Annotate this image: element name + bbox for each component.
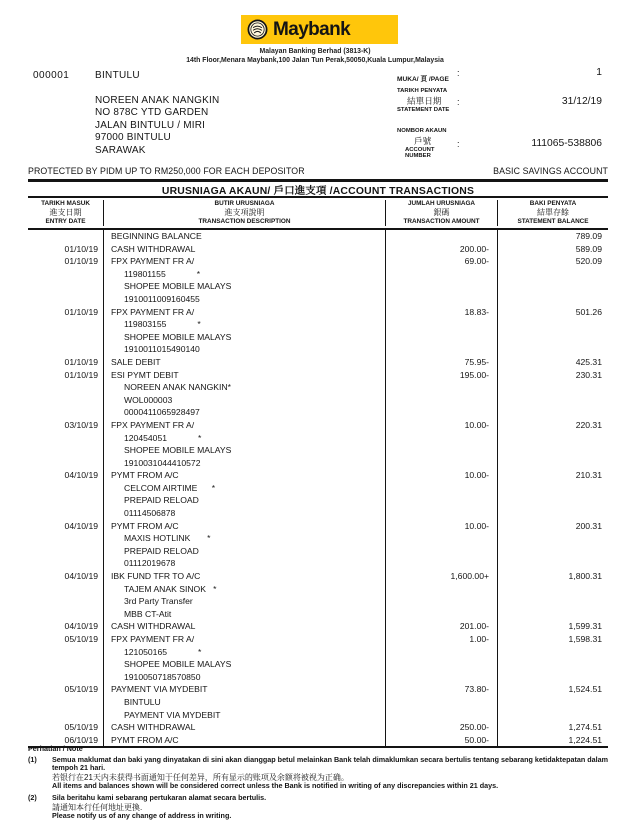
statement-date-label-my: TARIKH PENYATA <box>397 88 448 94</box>
cell-entry-date <box>28 230 104 243</box>
column-header-entry-date <box>28 200 104 226</box>
cell-balance <box>498 658 608 671</box>
table-row <box>28 494 608 507</box>
cell-description: MBB CT-Atit <box>104 608 386 621</box>
note-2 <box>28 794 616 820</box>
cell-balance <box>498 343 608 356</box>
cell-balance <box>498 671 608 684</box>
table-row <box>28 671 608 684</box>
cell-balance: 501.26 <box>575 306 602 317</box>
cell-balance <box>498 331 608 344</box>
table-row <box>28 620 608 633</box>
cell-entry-date: 04/10/19 <box>28 469 104 482</box>
cell-balance <box>498 482 608 495</box>
cell-entry-date <box>28 432 104 445</box>
cell-description: BEGINNING BALANCE <box>104 230 386 243</box>
cell-entry-date <box>28 331 104 344</box>
customer-address <box>95 95 219 157</box>
cell-amount: 10.00- <box>386 419 498 432</box>
cell-entry-date: 06/10/19 <box>28 734 104 747</box>
cell-entry-date: 04/10/19 <box>28 570 104 583</box>
note-line: Please notify us of any change of address in writing. <box>52 810 232 820</box>
cell-description: SHOPEE MOBILE MALAYS <box>104 331 386 344</box>
cell-amount: 18.83- <box>386 306 498 319</box>
logo-wordmark: Maybank <box>273 18 351 40</box>
cell-balance <box>498 507 608 520</box>
cell-description: FPX PAYMENT FR A/ <box>104 419 386 432</box>
cell-description: 3rd Party Transfer <box>104 595 386 608</box>
table-row <box>28 646 608 659</box>
colon: : <box>457 139 460 149</box>
cell-amount <box>386 394 498 407</box>
page-label: MUKA/ 頁 /PAGE <box>397 76 449 83</box>
table-row <box>28 280 608 293</box>
cell-entry-date: 04/10/19 <box>28 520 104 533</box>
cell-entry-date <box>28 671 104 684</box>
page-number-group <box>397 68 608 88</box>
table-row <box>28 709 608 722</box>
cell-amount: 10.00- <box>386 520 498 533</box>
cell-entry-date: 01/10/19 <box>28 306 104 319</box>
cell-entry-date: 01/10/19 <box>28 356 104 369</box>
header-line-en: TRANSACTION AMOUNT <box>403 217 480 225</box>
cell-description: 1910031044410572 <box>104 457 386 470</box>
cell-balance <box>498 444 608 457</box>
statement-meta <box>397 68 608 172</box>
cell-description: ESI PYMT DEBIT <box>104 369 386 382</box>
cell-balance: 1,524.51 <box>568 684 602 695</box>
table-row <box>28 721 608 734</box>
cell-description: 0000411065928497 <box>104 406 386 419</box>
cell-amount <box>386 583 498 596</box>
cell-amount <box>386 457 498 470</box>
cell-balance: 1,224.51 <box>568 734 602 745</box>
cell-description: 121050165 * <box>104 646 386 659</box>
column-header-amount <box>386 200 498 226</box>
cell-balance: 589.09 <box>575 243 602 254</box>
cell-description: FPX PAYMENT FR A/ <box>104 306 386 319</box>
note-line-chinese: 請通知本行任何地址更換. <box>52 802 143 812</box>
cell-entry-date: 01/10/19 <box>28 369 104 382</box>
cell-amount <box>386 432 498 445</box>
cell-amount <box>386 507 498 520</box>
header-line-my: TARIKH MASUK <box>41 200 90 207</box>
table-row <box>28 419 608 432</box>
cell-entry-date <box>28 709 104 722</box>
cell-entry-date <box>28 482 104 495</box>
table-header <box>28 196 608 230</box>
cell-balance: 1,800.31 <box>568 571 602 582</box>
cell-balance <box>498 608 608 621</box>
cell-description: SHOPEE MOBILE MALAYS <box>104 658 386 671</box>
header-line-cn: 銀碼 <box>433 208 450 217</box>
cell-description: CASH WITHDRAWAL <box>104 243 386 256</box>
cell-amount: 69.00- <box>386 255 498 268</box>
cell-amount <box>386 444 498 457</box>
table-row <box>28 482 608 495</box>
note-1 <box>28 756 616 791</box>
cell-balance <box>498 532 608 545</box>
cell-balance: 789.09 <box>575 231 602 241</box>
cell-entry-date <box>28 658 104 671</box>
account-number-label-en2: NUMBER <box>405 153 431 159</box>
header-line-cn: 進支日期 <box>49 208 82 217</box>
cell-entry-date <box>28 583 104 596</box>
cell-amount: 250.00- <box>386 721 498 734</box>
bank-name: Malayan Banking Berhad (3813-K) <box>259 48 371 55</box>
cell-entry-date <box>28 507 104 520</box>
cell-description: 01112019678 <box>104 557 386 570</box>
cell-amount <box>386 595 498 608</box>
cell-description: PAYMENT VIA MYDEBIT <box>104 709 386 722</box>
cell-balance <box>498 394 608 407</box>
table-row <box>28 381 608 394</box>
pidm-banner <box>28 166 608 176</box>
header-line-my: BUTIR URUSNIAGA <box>214 200 275 207</box>
header-line-my: BAKI PENYATA <box>529 200 577 207</box>
cell-entry-date <box>28 381 104 394</box>
cell-amount: 1,600.00+ <box>386 570 498 583</box>
header-line-en: STATEMENT BALANCE <box>517 217 589 225</box>
cell-balance <box>498 646 608 659</box>
table-row <box>28 658 608 671</box>
cell-amount: 10.00- <box>386 469 498 482</box>
cell-entry-date: 03/10/19 <box>28 419 104 432</box>
maybank-logo <box>241 15 398 44</box>
cell-balance <box>498 268 608 281</box>
account-number-label-cn: 戶號 <box>414 135 432 146</box>
cell-amount <box>386 671 498 684</box>
table-row <box>28 696 608 709</box>
table-row <box>28 608 608 621</box>
cell-entry-date <box>28 280 104 293</box>
account-number-value: 111065-538806 <box>531 138 602 149</box>
cell-description: IBK FUND TFR TO A/C <box>104 570 386 583</box>
cell-balance: 220.31 <box>575 419 602 430</box>
table-row <box>28 583 608 596</box>
cell-balance <box>498 583 608 596</box>
table-row <box>28 369 608 382</box>
cell-amount <box>386 293 498 306</box>
cell-entry-date: 05/10/19 <box>28 721 104 734</box>
cell-entry-date <box>28 608 104 621</box>
cell-balance <box>498 406 608 419</box>
cell-entry-date <box>28 444 104 457</box>
cell-description: NOREEN ANAK NANGKIN* <box>104 381 386 394</box>
cell-entry-date <box>28 595 104 608</box>
branch-name: BINTULU <box>95 70 140 81</box>
cell-entry-date: 04/10/19 <box>28 620 104 633</box>
table-row <box>28 469 608 482</box>
colon: : <box>457 97 460 107</box>
column-header-balance <box>498 200 608 226</box>
table-row <box>28 520 608 533</box>
cell-description: SHOPEE MOBILE MALAYS <box>104 280 386 293</box>
table-row <box>28 633 608 646</box>
note-body <box>52 794 616 820</box>
cell-description: PREPAID RELOAD <box>104 494 386 507</box>
cell-description: FPX PAYMENT FR A/ <box>104 633 386 646</box>
table-row <box>28 570 608 583</box>
cell-entry-date <box>28 394 104 407</box>
cell-balance <box>498 557 608 570</box>
cell-amount <box>386 230 498 243</box>
cell-description: FPX PAYMENT FR A/ <box>104 255 386 268</box>
cell-description: BINTULU <box>104 696 386 709</box>
cell-balance: 200.31 <box>575 520 602 531</box>
address-line: NOREEN ANAK NANGKIN <box>95 95 220 106</box>
cell-balance <box>498 709 608 722</box>
table-row <box>28 683 608 696</box>
cell-description: 119803155 * <box>104 318 386 331</box>
cell-entry-date <box>28 318 104 331</box>
account-number-label-en1: ACCOUNT <box>405 146 435 153</box>
statement-sequence-number: 000001 <box>33 70 70 81</box>
cell-entry-date <box>28 696 104 709</box>
cell-amount <box>386 709 498 722</box>
cell-entry-date <box>28 532 104 545</box>
cell-balance <box>498 432 608 445</box>
table-row <box>28 406 608 419</box>
cell-amount <box>386 318 498 331</box>
cell-description: 1910011009160455 <box>104 293 386 306</box>
cell-balance: 1,598.31 <box>568 634 602 644</box>
note-line: All items and balances shown will be considered correct unless the Bank is notified in writing of any discrepancies within 21 days. <box>52 780 499 790</box>
cell-description: PREPAID RELOAD <box>104 545 386 558</box>
cell-description: CASH WITHDRAWAL <box>104 721 386 734</box>
cell-amount <box>386 608 498 621</box>
account-type: BASIC SAVINGS ACCOUNT <box>493 166 608 176</box>
cell-amount <box>386 381 498 394</box>
column-header-description <box>104 200 386 226</box>
cell-entry-date <box>28 557 104 570</box>
cell-amount <box>386 532 498 545</box>
cell-amount <box>386 658 498 671</box>
cell-balance <box>498 595 608 608</box>
header-line-cn: 進支項說明 <box>224 208 265 217</box>
note-number: (2) <box>28 792 37 802</box>
table-row <box>28 255 608 268</box>
cell-entry-date: 01/10/19 <box>28 243 104 256</box>
header-line-my: JUMLAH URUSNIAGA <box>407 200 476 207</box>
cell-balance: 1,274.51 <box>568 722 602 733</box>
table-row <box>28 343 608 356</box>
cell-description: PYMT FROM A/C <box>104 520 386 533</box>
cell-balance <box>498 545 608 558</box>
table-row <box>28 318 608 331</box>
table-row <box>28 444 608 457</box>
cell-amount: 1.00- <box>386 633 498 646</box>
table-row <box>28 394 608 407</box>
cell-amount <box>386 331 498 344</box>
table-row <box>28 507 608 520</box>
note-line: Sila beritahu kami sebarang pertukaran alamat secara bertulis. <box>52 792 267 802</box>
colon: : <box>457 68 460 78</box>
table-row <box>28 331 608 344</box>
address-line: JALAN BINTULU / MIRI <box>95 119 206 131</box>
cell-balance: 210.31 <box>575 470 602 481</box>
cell-amount <box>386 545 498 558</box>
note-line-chinese: 若银行在21天内未获得书面通知于任何差异，所有显示的账项及余额将被视为正确。 <box>52 772 349 782</box>
cell-description: PAYMENT VIA MYDEBIT <box>104 683 386 696</box>
cell-entry-date <box>28 343 104 356</box>
cell-description: 120454051 * <box>104 432 386 445</box>
cell-balance <box>498 457 608 470</box>
statement-date-label-en: STATEMENT DATE <box>397 106 450 113</box>
table-row <box>28 532 608 545</box>
cell-amount <box>386 406 498 419</box>
header-line-en: ENTRY DATE <box>45 217 86 225</box>
cell-amount <box>386 343 498 356</box>
note-number: (1) <box>28 754 37 764</box>
table-row <box>28 293 608 306</box>
table-row <box>28 457 608 470</box>
notes-heading: Perhatian / Note <box>28 744 83 753</box>
table-row <box>28 595 608 608</box>
cell-balance <box>498 318 608 331</box>
pidm-text: PROTECTED BY PIDM UP TO RM250,000 FOR EACH DEPOSITOR <box>28 166 305 176</box>
cell-balance <box>498 494 608 507</box>
cell-balance <box>498 696 608 709</box>
cell-description: 119801155 * <box>104 268 386 281</box>
cell-balance: 520.09 <box>575 256 602 267</box>
cell-description: 1910011015490140 <box>104 343 386 356</box>
address-line: SARAWAK <box>95 144 146 156</box>
cell-balance <box>498 381 608 394</box>
account-number-label-my: NOMBOR AKAUN <box>397 128 447 134</box>
cell-entry-date <box>28 646 104 659</box>
footer-notes <box>28 744 616 824</box>
header-line-cn: 結單存餘 <box>537 208 569 217</box>
cell-amount <box>386 268 498 281</box>
statement-date-label-cn: 結單日期 <box>407 95 442 106</box>
cell-description: WOL000003 <box>104 394 386 407</box>
address-line: 97000 BINTULU <box>95 132 171 144</box>
transactions-title: URUSNIAGA AKAUN/ 戶口進支項 /ACCOUNT TRANSACTIONS <box>161 186 475 197</box>
cell-amount: 201.00- <box>386 620 498 633</box>
cell-entry-date <box>28 293 104 306</box>
cell-description: CASH WITHDRAWAL <box>104 620 386 633</box>
cell-description: MAXIS HOTLINK * <box>104 532 386 545</box>
cell-entry-date <box>28 406 104 419</box>
cell-entry-date: 05/10/19 <box>28 683 104 696</box>
cell-entry-date <box>28 268 104 281</box>
cell-amount: 50.00- <box>386 734 498 747</box>
transactions-table <box>28 196 608 748</box>
cell-amount: 73.80- <box>386 683 498 696</box>
cell-balance <box>498 293 608 306</box>
cell-amount: 75.95- <box>386 356 498 369</box>
cell-description: TAJEM ANAK SINOK * <box>104 583 386 596</box>
cell-description: CELCOM AIRTIME * <box>104 482 386 495</box>
cell-amount <box>386 646 498 659</box>
cell-amount <box>386 696 498 709</box>
cell-balance: 230.31 <box>575 369 602 380</box>
cell-entry-date: 01/10/19 <box>28 255 104 268</box>
cell-description: PYMT FROM A/C <box>104 469 386 482</box>
tiger-head-icon <box>247 19 268 40</box>
note-line: tempoh 21 hari. <box>52 763 106 773</box>
cell-description: SALE DEBIT <box>104 356 386 369</box>
table-row <box>28 243 608 256</box>
table-row <box>28 268 608 281</box>
statement-date-group <box>397 88 608 123</box>
cell-description: PYMT FROM A/C <box>104 734 386 747</box>
cell-description: 1910050718570850 <box>104 671 386 684</box>
cell-entry-date: 05/10/19 <box>28 633 104 646</box>
table-row <box>28 432 608 445</box>
bank-address: 14th Floor,Menara Maybank,100 Jalan Tun Perak,50050,Kuala Lumpur,Malaysia <box>186 57 444 64</box>
table-row <box>28 545 608 558</box>
cell-description: 01114506878 <box>104 507 386 520</box>
table-row <box>28 306 608 319</box>
cell-balance: 425.31 <box>575 356 602 367</box>
table-row <box>28 230 608 243</box>
address-line: NO 878C YTD GARDEN <box>95 107 209 119</box>
cell-amount <box>386 482 498 495</box>
cell-amount: 200.00- <box>386 243 498 256</box>
note-line: Semua maklumat dan baki yang dinyatakan di sini akan dianggap betul melainkan Bank telah dimaklumkan secara bertulis tentang sebarang ketidaktepatan dalam <box>52 754 609 764</box>
cell-description: SHOPEE MOBILE MALAYS <box>104 444 386 457</box>
cell-amount <box>386 557 498 570</box>
cell-entry-date <box>28 494 104 507</box>
statement-date-value: 31/12/19 <box>561 96 602 107</box>
page-value: 1 <box>596 67 602 78</box>
transactions-body <box>28 230 608 748</box>
header-line-en: TRANSACTION DESCRIPTION <box>198 217 291 225</box>
cell-amount <box>386 280 498 293</box>
cell-amount: 195.00- <box>386 369 498 382</box>
cell-entry-date <box>28 457 104 470</box>
note-body <box>52 756 616 791</box>
cell-amount <box>386 494 498 507</box>
cell-balance: 1,599.31 <box>568 621 602 632</box>
cell-balance <box>498 280 608 293</box>
table-row <box>28 356 608 369</box>
table-row <box>28 557 608 570</box>
cell-entry-date <box>28 545 104 558</box>
